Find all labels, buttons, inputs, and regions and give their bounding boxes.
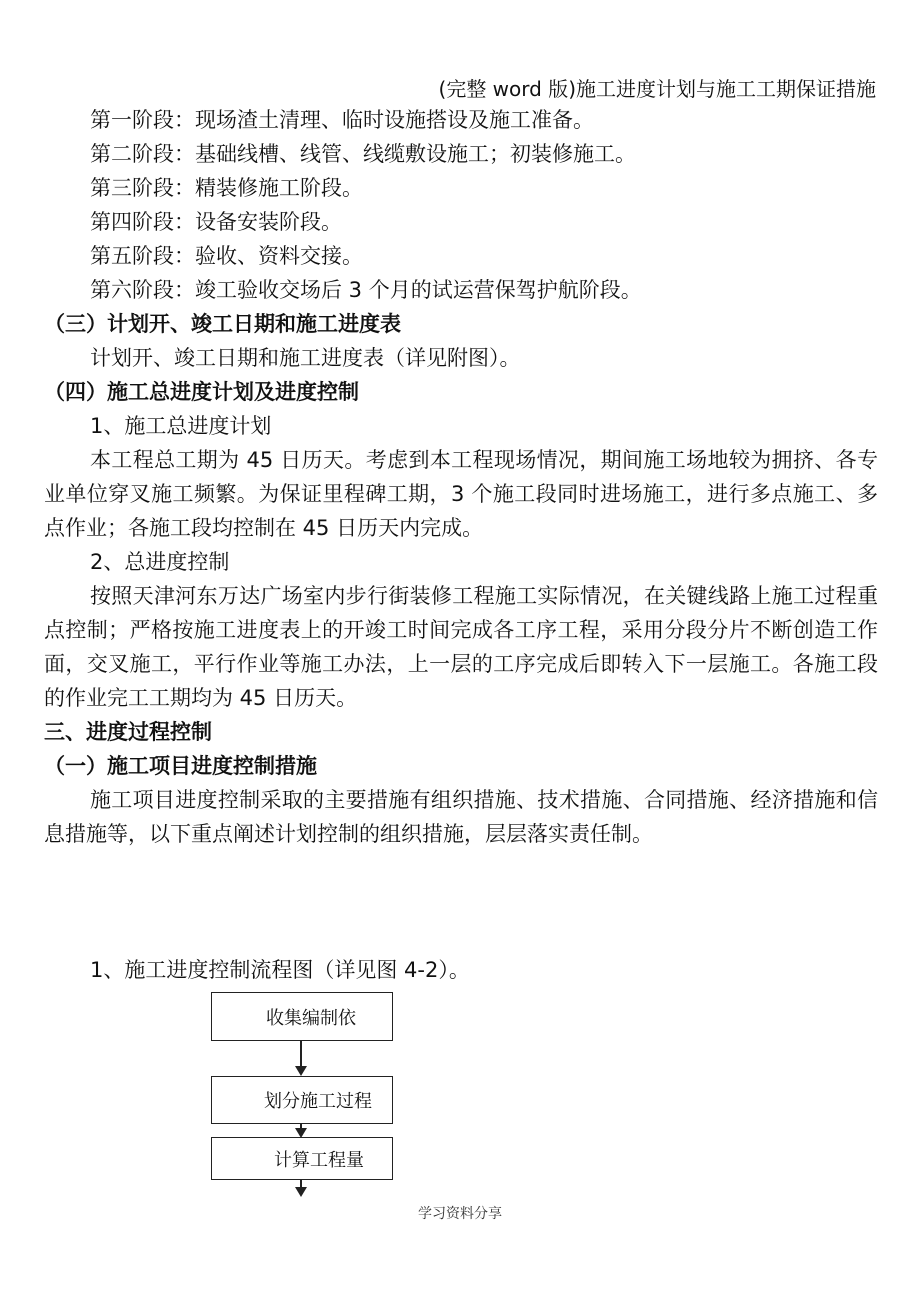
page-footer: 学习资料分享 (418, 1206, 502, 1222)
document-header-title: (完整 word 版)施工进度计划与施工工期保证措施 (438, 77, 876, 101)
section-4-heading: （四）施工总进度计划及进度控制 (44, 380, 359, 404)
flowchart-box-divide-process (211, 1076, 393, 1124)
flowchart-box-collect-basis-label: 收集编制依 (266, 1007, 356, 1029)
stage-3-text: 第三阶段：精装修施工阶段。 (90, 176, 363, 200)
section-4-paragraph-1: 本工程总工期为 45 日历天。考虑到本工程现场情况，期间施工场地较为拥挤、各专业单位穿叉施工频繁。为保证里程碑工期，3 个施工段同时进场施工，进行多点施工、多点作业；各施工段均控制在 45 日历天内完成。 (44, 448, 878, 540)
flowchart-box-collect-basis (211, 992, 393, 1041)
flowchart-arrow-3-head (295, 1187, 307, 1197)
flowchart-arrow-1-head (295, 1066, 307, 1076)
flowchart-box-calc-quantity-label: 计算工程量 (274, 1149, 364, 1171)
flowchart-title: 1、施工进度控制流程图（详见图 4-2）。 (90, 958, 470, 982)
stage-1-text: 第一阶段：现场渣土清理、临时设施搭设及施工准备。 (90, 108, 594, 132)
flowchart-arrow-1-line (300, 1040, 302, 1068)
stage-4-text: 第四阶段：设备安装阶段。 (90, 210, 342, 234)
stage-2-text: 第二阶段：基础线槽、线管、线缆敷设施工；初装修施工。 (90, 142, 636, 166)
flowchart-box-divide-process-label: 划分施工过程 (264, 1091, 372, 1112)
section-4-subheading-2: 2、总进度控制 (90, 550, 230, 574)
section-3-text: 计划开、竣工日期和施工进度表（详见附图）。 (90, 346, 521, 370)
part-3-subheading: （一）施工项目进度控制措施 (44, 754, 317, 778)
section-4-subheading-1: 1、施工总进度计划 (90, 414, 272, 438)
stage-5-text: 第五阶段：验收、资料交接。 (90, 244, 363, 268)
section-4-paragraph-2: 按照天津河东万达广场室内步行街装修工程施工实际情况，在关键线路上施工过程重点控制；严格按施工进度表上的开竣工时间完成各工序工程，采用分段分片不断创造工作面，交叉施工，平行作业等施工办法，上一层的工序完成后即转入下一层施工。各施工段的作业完工工期均为 45 日历天。 (44, 584, 878, 710)
part-3-paragraph: 施工项目进度控制采取的主要措施有组织措施、技术措施、合同措施、经济措施和信息措施等，以下重点阐述计划控制的组织措施，层层落实责任制。 (44, 788, 878, 846)
flowchart-box-calc-quantity (211, 1137, 393, 1180)
stage-6-text: 第六阶段：竣工验收交场后 3 个月的试运营保驾护航阶段。 (90, 278, 642, 302)
part-3-heading: 三、进度过程控制 (44, 720, 212, 744)
section-3-heading: （三）计划开、竣工日期和施工进度表 (44, 312, 401, 336)
